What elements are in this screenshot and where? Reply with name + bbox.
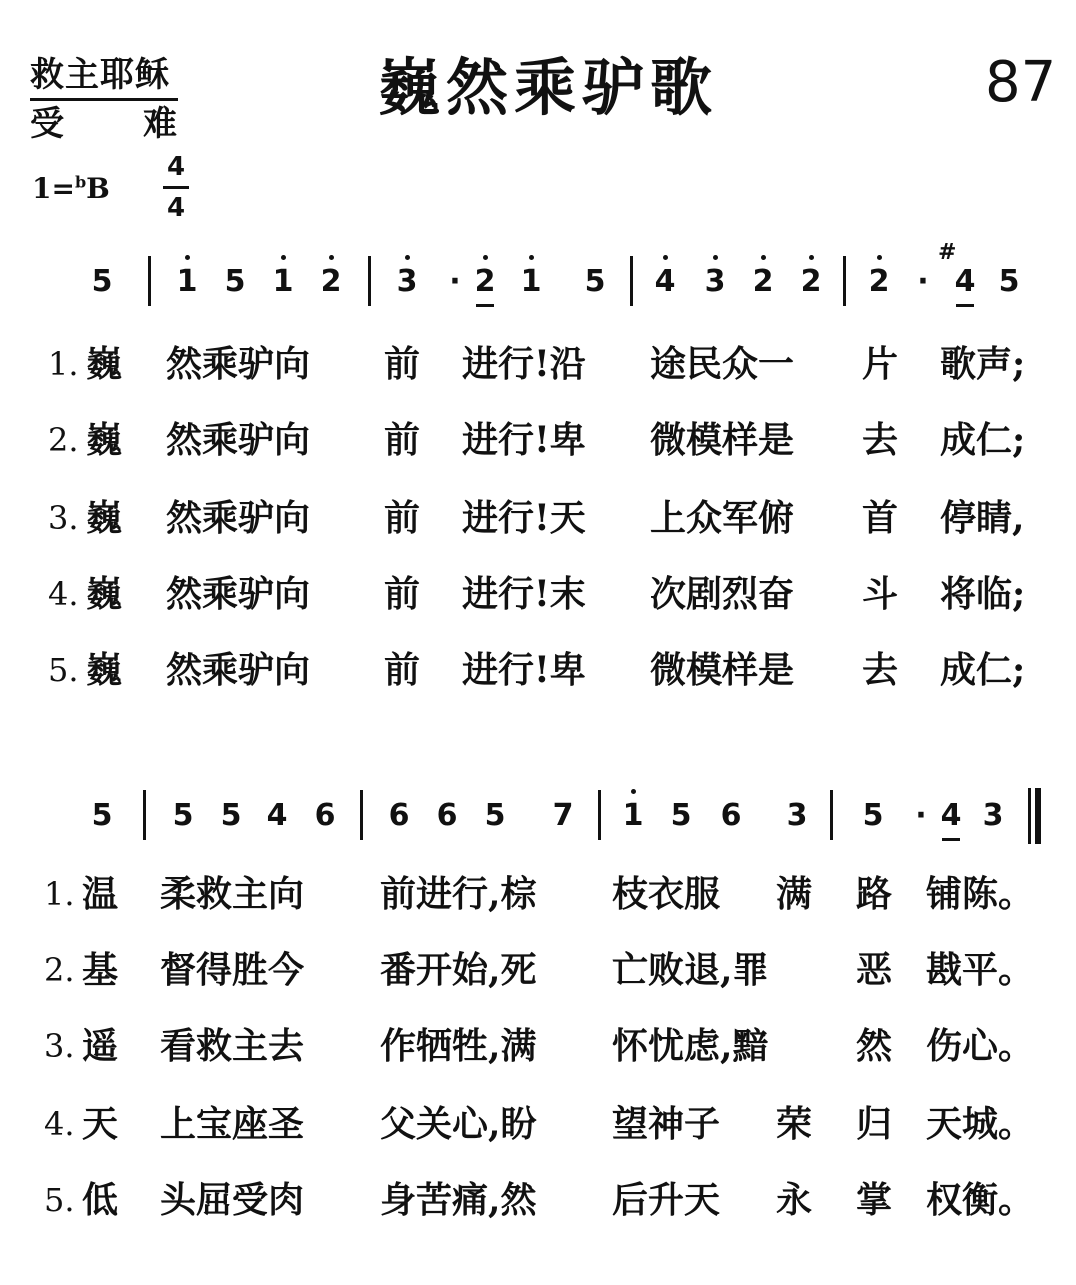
lyric-segment: 遥 [82, 1025, 119, 1067]
lyric-segment: 温 [82, 873, 119, 915]
lyric-segment: 途民众一 [650, 343, 795, 385]
note-text: 1 [622, 798, 644, 833]
note-text: 5 [998, 264, 1020, 299]
note [796, 262, 826, 302]
lyric-segment: 然乘驴向 [166, 497, 311, 539]
note-text: · [449, 264, 461, 299]
time-top: 4 [166, 152, 186, 182]
category-line2-b: 难 [143, 104, 178, 144]
lyric-segment: 进行!末 [462, 573, 586, 615]
lyric-segment: 督得胜今 [160, 949, 305, 991]
lyric-segment: 片 [862, 343, 899, 385]
note-text: 5 [484, 798, 506, 833]
note-text: 6 [436, 798, 458, 833]
lyric-segment: 怀忧虑,黯 [612, 1025, 769, 1067]
lyric-segment: 看救主去 [160, 1025, 305, 1067]
note [172, 262, 202, 302]
notation-line-2 [0, 796, 1076, 856]
barline [843, 256, 846, 306]
note-text: · [915, 798, 927, 833]
note [748, 262, 778, 302]
underline-beam [956, 304, 974, 307]
barline [143, 790, 146, 840]
lyric-segment: 进行!卑 [462, 649, 586, 691]
lyric-segment: 前 [384, 573, 421, 615]
duration-dot [906, 796, 936, 836]
lyric-segment: 伤心。 [926, 1025, 1035, 1067]
lyric-segment: 去 [862, 649, 899, 691]
note [392, 262, 422, 302]
verse-number: 1. [48, 345, 79, 383]
note [470, 262, 500, 302]
lyric-line-verse-2 [0, 414, 1076, 466]
note-text: · [917, 264, 929, 299]
lyric-segment: 永 [776, 1179, 813, 1221]
note-text: 5 [670, 798, 692, 833]
verse-number: 3. [44, 1027, 75, 1065]
note-text: 3 [982, 798, 1004, 833]
verse-number: 3. [48, 499, 79, 537]
note [650, 262, 680, 302]
note-text: 7 [552, 798, 574, 833]
key-prefix: 1= [32, 172, 75, 205]
note-text: 4 [266, 798, 288, 833]
lyric-segment: 番开始,死 [380, 949, 537, 991]
lyric-segment: 戡平。 [926, 949, 1035, 991]
notation-line-1 [0, 240, 1076, 322]
underline-beam [476, 304, 494, 307]
verse-number: 4. [48, 575, 79, 613]
time-bottom: 4 [166, 193, 186, 223]
note [864, 262, 894, 302]
category-line2-a: 受 [30, 104, 65, 144]
song-title: 巍然乘驴歌 [378, 51, 719, 124]
lyric-segment: 荣 [776, 1103, 813, 1145]
note-text: 1 [520, 264, 542, 299]
lyric-segment: 天城。 [926, 1103, 1035, 1145]
lyric-segment: 低 [82, 1179, 119, 1221]
octave-dot [877, 255, 882, 260]
note-text: 2 [752, 264, 774, 299]
lyric-segment: 巍 [86, 419, 123, 461]
note-text: 3 [786, 798, 808, 833]
lyric-segment: 然乘驴向 [166, 343, 311, 385]
lyric-segment: 前 [384, 419, 421, 461]
category-label [30, 52, 178, 147]
note-text: 6 [314, 798, 336, 833]
lyric-segment: 满 [776, 873, 813, 915]
barline [630, 256, 633, 306]
lyric-segment: 归 [856, 1103, 893, 1145]
lyric-segment: 进行!天 [462, 497, 586, 539]
duration-dot [440, 262, 470, 302]
flat-sign: b [74, 172, 87, 192]
lyric-segment: 巍 [86, 343, 123, 385]
lyric-segment: 上众军俯 [650, 497, 795, 539]
note [310, 796, 340, 836]
note [216, 796, 246, 836]
verse-number: 1. [44, 875, 75, 913]
note [268, 262, 298, 302]
lyric-line-verse-1 [0, 868, 1076, 920]
note [700, 262, 730, 302]
lyric-segment: 将临; [940, 573, 1026, 615]
note-text: 2 [320, 264, 342, 299]
note-text: 3 [704, 264, 726, 299]
note-text: 6 [388, 798, 410, 833]
note [87, 262, 117, 302]
lyric-segment: 作牺牲,满 [380, 1025, 537, 1067]
lyric-segment: 亡败退,罪 [612, 949, 769, 991]
note-text: 4 [654, 264, 676, 299]
octave-dot [631, 789, 636, 794]
note [936, 796, 966, 836]
lyric-segment: 基 [82, 949, 119, 991]
key-note: B [86, 172, 110, 205]
lyric-segment: 然 [856, 1025, 893, 1067]
underline-beam [942, 838, 960, 841]
lyric-segment: 枝衣服 [612, 873, 721, 915]
note [548, 796, 578, 836]
category-line2 [30, 101, 178, 147]
duration-dot [908, 262, 938, 302]
lyric-segment: 后升天 [612, 1179, 721, 1221]
lyric-segment: 望神子 [612, 1103, 721, 1145]
note-text: 5 [172, 798, 194, 833]
note [432, 796, 462, 836]
lyric-segment: 歌声; [940, 343, 1026, 385]
note-text: 5 [224, 264, 246, 299]
lyric-segment: 前进行,棕 [380, 873, 537, 915]
octave-dot [761, 255, 766, 260]
key-signature [32, 172, 110, 205]
note [994, 262, 1024, 302]
note-text: 5 [862, 798, 884, 833]
note-text: 4 [940, 798, 962, 833]
lyric-line-verse-5 [0, 1174, 1076, 1226]
lyric-segment: 然乘驴向 [166, 649, 311, 691]
note [516, 262, 546, 302]
note [938, 240, 980, 302]
note-text: 1 [272, 264, 294, 299]
octave-dot [281, 255, 286, 260]
note-text: 5 [220, 798, 242, 833]
page-number: 87 [985, 50, 1057, 115]
octave-dot [809, 255, 814, 260]
octave-dot [329, 255, 334, 260]
octave-dot [529, 255, 534, 260]
note [782, 796, 812, 836]
lyric-segment: 恶 [856, 949, 893, 991]
lyric-segment: 父关心,盼 [380, 1103, 537, 1145]
lyric-segment: 然乘驴向 [166, 419, 311, 461]
octave-dot [713, 255, 718, 260]
verse-number: 5. [48, 651, 79, 689]
note [978, 796, 1008, 836]
note [316, 262, 346, 302]
note [168, 796, 198, 836]
verse-number: 2. [48, 421, 79, 459]
verse-number: 2. [44, 951, 75, 989]
note-text: 3 [396, 264, 418, 299]
lyric-segment: 首 [862, 497, 899, 539]
octave-dot [663, 255, 668, 260]
note-text: 2 [800, 264, 822, 299]
octave-dot [483, 255, 488, 260]
lyric-segment: 路 [856, 873, 893, 915]
lyric-segment: 柔救主向 [160, 873, 305, 915]
lyric-segment: 然乘驴向 [166, 573, 311, 615]
note [580, 262, 610, 302]
note [618, 796, 648, 836]
verse-number: 5. [44, 1181, 75, 1219]
lyric-segment: 成仁; [940, 419, 1026, 461]
time-bar [163, 186, 189, 189]
note-text: 6 [720, 798, 742, 833]
lyric-line-verse-2 [0, 944, 1076, 996]
barline [598, 790, 601, 840]
lyric-segment: 进行!卑 [462, 419, 586, 461]
note-text: 2 [868, 264, 890, 299]
time-signature [163, 150, 189, 225]
note [87, 796, 117, 836]
lyric-segment: 上宝座圣 [160, 1103, 305, 1145]
lyric-segment: 巍 [86, 573, 123, 615]
lyric-line-verse-4 [0, 1098, 1076, 1150]
lyric-segment: 天 [82, 1103, 119, 1145]
lyric-segment: 停睛, [940, 497, 1025, 539]
note [666, 796, 696, 836]
note-text: 5 [91, 798, 113, 833]
lyric-line-verse-1 [0, 338, 1076, 390]
octave-dot [185, 255, 190, 260]
note-text: 1 [176, 264, 198, 299]
lyric-segment: 巍 [86, 649, 123, 691]
barline [830, 790, 833, 840]
note [480, 796, 510, 836]
note [262, 796, 292, 836]
note-text: 5 [91, 264, 113, 299]
lyric-segment: 掌 [856, 1179, 893, 1221]
note-text: 2 [474, 264, 496, 299]
lyric-line-verse-5 [0, 644, 1076, 696]
lyric-line-verse-4 [0, 568, 1076, 620]
lyric-line-verse-3 [0, 492, 1076, 544]
lyric-segment: 去 [862, 419, 899, 461]
barline [148, 256, 151, 306]
lyric-segment: 巍 [86, 497, 123, 539]
note [858, 796, 888, 836]
barline [368, 256, 371, 306]
lyric-line-verse-3 [0, 1020, 1076, 1072]
sharp-sign: # [938, 240, 957, 265]
lyric-segment: 身苦痛,然 [380, 1179, 537, 1221]
lyric-segment: 权衡。 [926, 1179, 1035, 1221]
lyric-segment: 斗 [862, 573, 899, 615]
note [716, 796, 746, 836]
lyric-segment: 前 [384, 497, 421, 539]
note-text: 5 [584, 264, 606, 299]
note [220, 262, 250, 302]
lyric-segment: 铺陈。 [926, 873, 1035, 915]
lyric-segment: 头屈受肉 [160, 1179, 305, 1221]
lyric-segment: 微模样是 [650, 649, 795, 691]
lyric-segment: 前 [384, 343, 421, 385]
lyric-segment: 次剧烈奋 [650, 573, 795, 615]
category-line1: 救主耶稣 [30, 52, 178, 101]
note [384, 796, 414, 836]
note-text: 4 [954, 264, 976, 299]
lyric-segment: 前 [384, 649, 421, 691]
octave-dot [405, 255, 410, 260]
lyric-segment: 微模样是 [650, 419, 795, 461]
lyric-segment: 进行!沿 [462, 343, 586, 385]
lyric-segment: 成仁; [940, 649, 1026, 691]
verse-number: 4. [44, 1105, 75, 1143]
barline [360, 790, 363, 840]
